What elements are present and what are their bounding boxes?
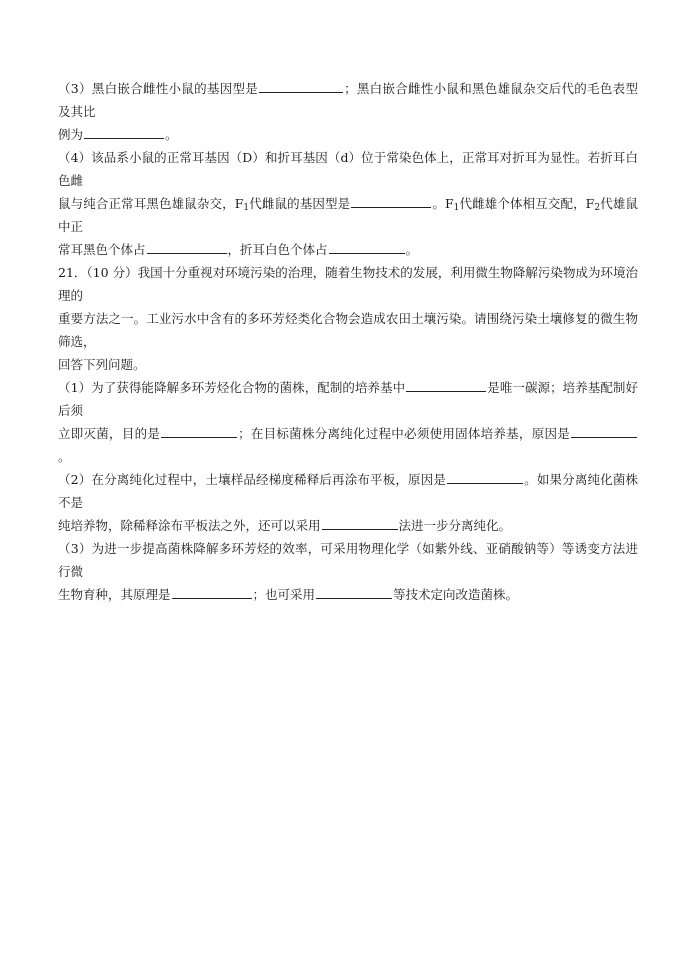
text: 。	[58, 449, 71, 464]
answer-blank[interactable]	[161, 423, 237, 438]
q21-intro-line1	[58, 261, 638, 307]
subscript: 1	[243, 203, 250, 213]
answer-blank[interactable]	[406, 377, 486, 392]
answer-blank[interactable]	[84, 124, 164, 139]
text: 。	[405, 242, 419, 257]
text: （1）为了获得能降解多环芳烃化合物的菌株，配制的培养基中	[58, 380, 406, 395]
text: 是唯一碳源；培养基配制好后须	[58, 380, 638, 418]
q21-part2-line2	[58, 514, 638, 537]
text: ，折耳白色个体占	[227, 242, 328, 257]
text: 等技术定向改造菌株。	[393, 587, 519, 602]
document-page	[58, 77, 638, 606]
text: 。	[165, 127, 178, 142]
q21-intro-line3	[58, 353, 638, 376]
q20-part3-line2	[58, 123, 638, 146]
text: 重要方法之一。工业污水中含有的多环芳烃类化合物会造成农田土壤污染。请围绕污染土壤修复的微生物筛选，	[58, 311, 638, 349]
q21-part3-line2	[58, 583, 638, 606]
text: 鼠与纯合正常耳黑色雄鼠杂交，F	[58, 196, 244, 211]
text: 常耳黑色个体占	[58, 242, 146, 257]
text: 21．（10 分）我国十分重视对环境污染的治理，随着生物技术的发展，利用微生物降解污染物成为环境治理的	[58, 265, 638, 303]
q20-part4-line2	[58, 192, 638, 238]
answer-blank[interactable]	[172, 584, 252, 599]
text: （3）黑白嵌合雌性小鼠的基因型是	[58, 81, 259, 96]
q20-part4-line3	[58, 238, 638, 261]
text: 立即灭菌，目的是	[58, 426, 161, 441]
text: ；黑白嵌合雌性小鼠和黑色雄鼠杂交后代的毛色表型及其比	[58, 81, 638, 119]
text: ；也可采用	[252, 587, 316, 602]
subscript: 1	[453, 203, 460, 213]
q20-part3-line1	[58, 77, 638, 123]
text: （3）为进一步提高菌株降解多环芳烃的效率，可采用物理化学（如紫外线、亚硝酸钠等）等诱变方法进行微	[58, 541, 638, 579]
answer-blank[interactable]	[316, 584, 392, 599]
q21-part1-line2	[58, 422, 638, 468]
answer-blank[interactable]	[447, 469, 523, 484]
answer-blank[interactable]	[259, 78, 343, 93]
q20-part4-line1	[58, 146, 638, 192]
q21-part1-line1	[58, 376, 638, 422]
answer-blank[interactable]	[329, 239, 405, 254]
text: 生物育种，其原理是	[58, 587, 171, 602]
text: 例为	[58, 127, 84, 142]
answer-blank[interactable]	[571, 423, 637, 438]
answer-blank[interactable]	[351, 193, 431, 208]
answer-blank[interactable]	[322, 515, 398, 530]
text: 代雌鼠的基因型是	[249, 196, 351, 211]
subscript: 2	[594, 203, 601, 213]
text: 纯培养物，除稀释涂布平板法之外，还可以采用	[58, 518, 321, 533]
q21-part2-line1	[58, 468, 638, 514]
text: 。F	[432, 196, 454, 211]
text: 代雄鼠中正	[58, 196, 638, 234]
text: 。如果分离纯化菌株不是	[58, 472, 638, 510]
answer-blank[interactable]	[147, 239, 227, 254]
text: 代雌雄个体相互交配，F	[459, 196, 595, 211]
text: ；在目标菌株分离纯化过程中必须使用固体培养基，原因是	[238, 426, 570, 441]
q21-intro-line2	[58, 307, 638, 353]
text: （4）该品系小鼠的正常耳基因（D）和折耳基因（d）位于常染色体上，正常耳对折耳为显性。若折耳白色雌	[58, 150, 638, 188]
text: （2）在分离纯化过程中，土壤样品经梯度稀释后再涂布平板，原因是	[58, 472, 447, 487]
q21-part3-line1	[58, 537, 638, 583]
text: 法进一步分离纯化。	[398, 518, 512, 533]
text: 回答下列问题。	[58, 357, 146, 372]
